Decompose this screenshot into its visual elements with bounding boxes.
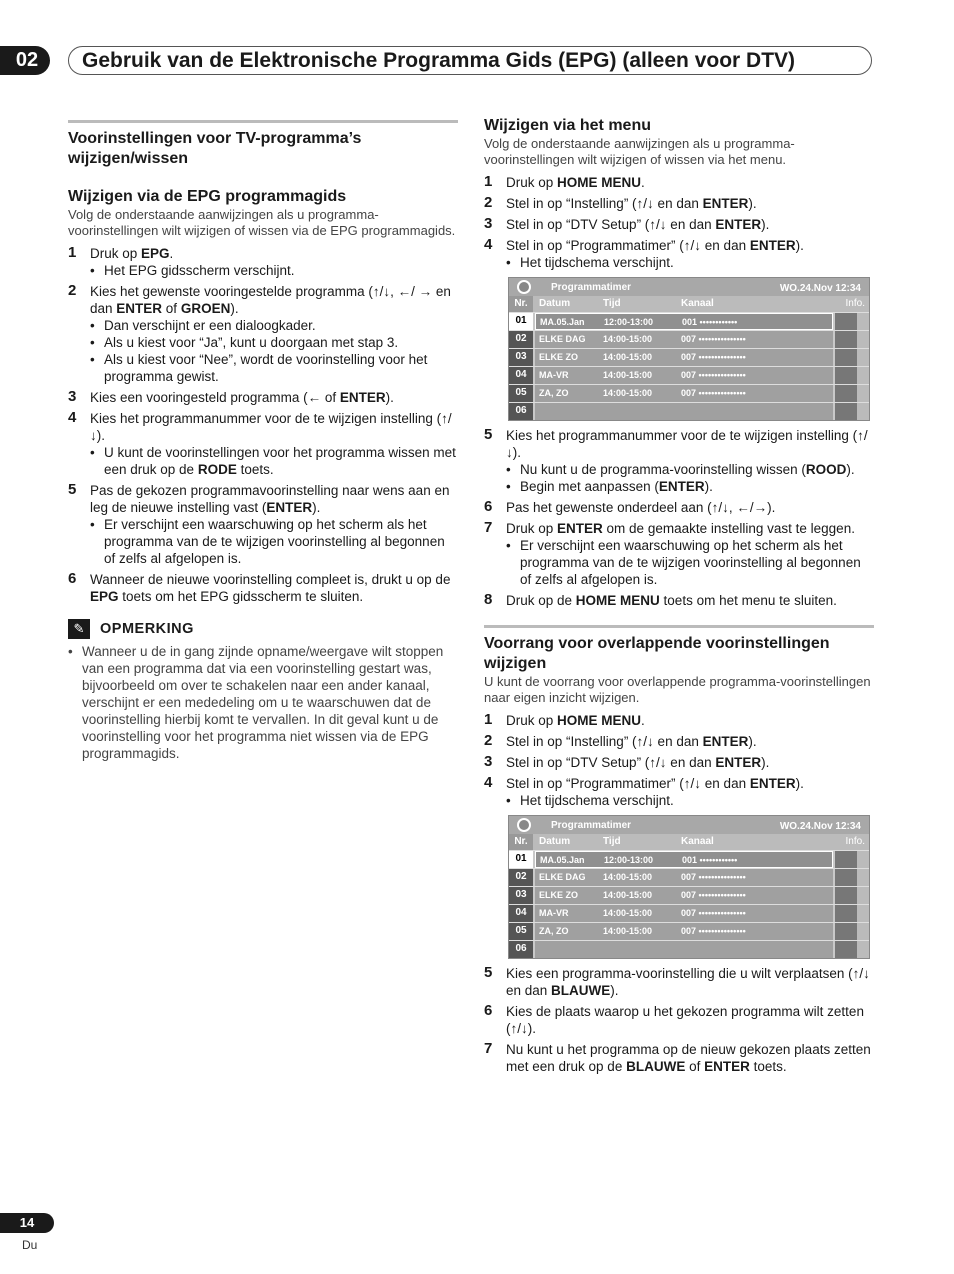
step-text: Kies het programmanummer voor de te wijzigen instelling (↑/↓). — [506, 428, 868, 460]
steps-menu-b — [484, 427, 874, 609]
row-info — [835, 923, 857, 940]
step-text: Stel in op “DTV Setup” (↑/↓ en dan ENTER). — [506, 217, 770, 232]
page-header — [0, 46, 954, 76]
step-bullet: • U kunt de voorinstellingen voor het programma wissen met een druk op de RODE toets. — [90, 444, 458, 478]
row-datum: MA-VR — [539, 908, 569, 918]
row-nr: 06 — [509, 403, 533, 420]
timer-row[interactable] — [509, 312, 869, 330]
language-code: Du — [22, 1238, 38, 1252]
row-tijd: 14:00-15:00 — [603, 890, 653, 900]
step-item — [68, 389, 458, 406]
step-item — [484, 427, 874, 495]
row-kanaal — [681, 403, 833, 420]
row-tijd: 12:00-13:00 — [604, 855, 654, 865]
row-datum: MA.05.Jan — [540, 317, 585, 327]
row-tijd: 14:00-15:00 — [603, 872, 653, 882]
header-datum: Datum — [539, 298, 571, 309]
step-text: Druk op HOME MENU. — [506, 713, 645, 728]
section-rule — [68, 120, 458, 123]
row-info — [835, 313, 857, 330]
timer-titlebar — [509, 816, 869, 834]
row-end — [857, 403, 869, 420]
step-item — [484, 754, 874, 771]
row-end — [857, 349, 869, 366]
row-info — [835, 403, 857, 420]
step-text: Nu kunt u het programma op de nieuw gekozen plaats zetten met een druk op de BLAUWE of ENTER toets. — [506, 1042, 871, 1074]
row-tijd: 14:00-15:00 — [603, 370, 653, 380]
programmatimer-screen — [508, 277, 870, 421]
step-item — [484, 965, 874, 999]
intro-text: Volg de onderstaande aanwijzingen als u programma-voorinstellingen wilt wijzigen of wissen via de EPG programmagids. — [68, 207, 456, 238]
row-nr: 01 — [509, 851, 533, 868]
step-text: Kies een programma-voorinstelling die u wilt verplaatsen (↑/↓ en dan BLAUWE). — [506, 966, 870, 998]
step-number: 3 — [68, 388, 77, 405]
step-number: 5 — [484, 426, 493, 443]
row-nr: 01 — [509, 313, 533, 330]
row-kanaal: 001 •••••••••••• — [682, 855, 738, 865]
note-header — [68, 619, 458, 639]
row-nr: 06 — [509, 941, 533, 958]
step-number: 4 — [68, 409, 77, 426]
step-text: Stel in op “Programmatimer” (↑/↓ en dan ENTER). — [506, 238, 804, 253]
row-info — [835, 385, 857, 402]
header-nr: Nr. — [509, 296, 533, 312]
step-text: Druk op EPG. — [90, 246, 174, 261]
timer-date: WO.24.Nov 12:34 — [779, 821, 861, 832]
row-end — [857, 887, 869, 904]
step-number: 3 — [484, 753, 493, 770]
step-text: Stel in op “DTV Setup” (↑/↓ en dan ENTER). — [506, 755, 770, 770]
row-datum: ELKE DAG — [539, 334, 586, 344]
step-number: 6 — [68, 570, 77, 587]
timer-row[interactable] — [509, 904, 869, 922]
section-rule — [484, 625, 874, 628]
row-datum: MA.05.Jan — [540, 855, 585, 865]
row-tijd — [603, 941, 681, 958]
note-text: • Wanneer u de in gang zijnde opname/weergave wilt stoppen van een programma dat via een voorinstelling gestart was, bijvoorbeeld om over te schakelen naar een ander kanaal, verschijnt er een mededeling om u te waarschuwen dat de voorinstelling hierbij komt te vervallen. In dit geval kunt u de voorinstelling voor het programma niet wissen via de EPG programmagids. — [68, 643, 458, 762]
step-item — [68, 245, 458, 279]
subsection-title-epg: Wijzigen via de EPG programmagids — [68, 188, 347, 205]
pencil-icon: ✎ — [68, 619, 90, 639]
row-kanaal: 007 ••••••••••••••• — [681, 370, 746, 380]
step-number: 4 — [484, 774, 493, 791]
intro-text: U kunt de voorrang voor overlappende programma-voorinstellingen naar eigen inzicht wijzigen. — [484, 674, 871, 705]
row-info — [835, 367, 857, 384]
row-nr: 04 — [509, 367, 533, 384]
step-text: Pas het gewenste onderdeel aan (↑/↓, ←/→). — [506, 500, 776, 515]
row-kanaal: 007 ••••••••••••••• — [681, 334, 746, 344]
step-item — [484, 775, 874, 809]
step-text: Kies het gewenste vooringestelde programma (↑/↓, ←/ → en dan ENTER of GROEN). — [90, 284, 451, 316]
step-text: Stel in op “Instelling” (↑/↓ en dan ENTER). — [506, 196, 757, 211]
row-nr: 03 — [509, 887, 533, 904]
timer-row[interactable] — [509, 366, 869, 384]
row-info — [835, 869, 857, 886]
step-number: 6 — [484, 498, 493, 515]
row-kanaal: 007 ••••••••••••••• — [681, 352, 746, 362]
row-end — [857, 367, 869, 384]
step-item — [484, 520, 874, 588]
row-end — [857, 941, 869, 958]
step-bullet: • Als u kiest voor “Ja”, kunt u doorgaan met stap 3. — [90, 334, 458, 351]
row-end — [857, 313, 869, 330]
step-number: 2 — [68, 282, 77, 299]
timer-date: WO.24.Nov 12:34 — [779, 283, 861, 294]
step-item — [68, 571, 458, 605]
timer-row[interactable] — [509, 940, 869, 958]
steps-priority-b — [484, 965, 874, 1075]
note-title: OPMERKING — [100, 620, 194, 637]
row-tijd: 14:00-15:00 — [603, 352, 653, 362]
step-bullet: • Dan verschijnt er een dialoogkader. — [90, 317, 458, 334]
row-kanaal: 007 ••••••••••••••• — [681, 890, 746, 900]
row-nr: 05 — [509, 385, 533, 402]
step-text: Stel in op “Instelling” (↑/↓ en dan ENTER). — [506, 734, 757, 749]
step-number: 2 — [484, 194, 493, 211]
step-text: Stel in op “Programmatimer” (↑/↓ en dan ENTER). — [506, 776, 804, 791]
timer-row[interactable] — [509, 402, 869, 420]
step-number: 8 — [484, 591, 493, 608]
timer-row[interactable] — [509, 850, 869, 868]
step-item — [68, 283, 458, 385]
step-text: Druk op HOME MENU. — [506, 175, 645, 190]
row-datum — [535, 941, 603, 958]
step-bullet: • Er verschijnt een waarschuwing op het scherm als het programma van de te wijzigen voorinstelling al begonnen of zelfs al afgelopen is. — [506, 537, 874, 588]
timer-titlebar — [509, 278, 869, 296]
header-kanaal: Kanaal — [681, 298, 714, 309]
row-info — [835, 851, 857, 868]
step-text: Druk op ENTER om de gemaakte instelling vast te leggen. — [506, 521, 855, 536]
row-nr: 02 — [509, 331, 533, 348]
step-number: 1 — [484, 711, 493, 728]
steps-priority-a — [484, 712, 874, 809]
intro-text: Volg de onderstaande aanwijzingen als u programma-voorinstellingen wilt wijzigen of wissen via het menu. — [484, 136, 795, 167]
step-item — [484, 216, 874, 233]
header-nr: Nr. — [509, 834, 533, 850]
row-info — [835, 349, 857, 366]
row-datum — [535, 403, 603, 420]
step-text: Pas de gekozen programmavoorinstelling naar wens aan en leg de nieuwe instelling vast (ENTER). — [90, 483, 450, 515]
row-tijd: 14:00-15:00 — [603, 926, 653, 936]
right-column — [484, 116, 874, 1079]
step-text: Wanneer de nieuwe voorinstelling compleet is, drukt u op de EPG toets om het EPG gidsscherm te sluiten. — [90, 572, 451, 604]
timer-header-row — [509, 296, 869, 312]
step-bullet: • Het tijdschema verschijnt. — [506, 254, 874, 271]
row-datum: ZA, ZO — [539, 926, 569, 936]
row-kanaal: 007 ••••••••••••••• — [681, 908, 746, 918]
header-kanaal: Kanaal — [681, 836, 714, 847]
row-nr: 05 — [509, 923, 533, 940]
step-bullet: • Begin met aanpassen (ENTER). — [506, 478, 874, 495]
step-number: 3 — [484, 215, 493, 232]
step-number: 1 — [68, 244, 77, 261]
timer-row[interactable] — [509, 330, 869, 348]
header-info: Info. — [829, 296, 869, 312]
row-tijd: 12:00-13:00 — [604, 317, 654, 327]
clock-icon — [517, 818, 531, 832]
step-bullet: • Er verschijnt een waarschuwing op het scherm als het programma van de te wijzigen voorinstelling al begonnen of zelfs al afgelopen is. — [90, 516, 458, 567]
row-end — [857, 905, 869, 922]
row-kanaal — [681, 941, 833, 958]
row-end — [857, 923, 869, 940]
timer-row[interactable] — [509, 886, 869, 904]
steps-epg — [68, 245, 458, 605]
step-number: 2 — [484, 732, 493, 749]
steps-menu-a — [484, 174, 874, 271]
step-number: 6 — [484, 1002, 493, 1019]
step-text: Kies een vooringesteld programma (← of ENTER). — [90, 390, 394, 405]
row-datum: ZA, ZO — [539, 388, 569, 398]
row-info — [835, 331, 857, 348]
row-tijd: 14:00-15:00 — [603, 388, 653, 398]
row-datum: ELKE ZO — [539, 352, 579, 362]
step-item — [484, 712, 874, 729]
step-item — [484, 499, 874, 516]
step-number: 4 — [484, 236, 493, 253]
step-item — [484, 733, 874, 750]
step-bullet: • Het tijdschema verschijnt. — [506, 792, 874, 809]
row-end — [857, 385, 869, 402]
timer-row[interactable] — [509, 384, 869, 402]
row-info — [835, 905, 857, 922]
step-text: Kies de plaats waarop u het gekozen programma wilt zetten (↑/↓). — [506, 1004, 864, 1036]
header-tijd: Tijd — [603, 836, 621, 847]
chapter-badge: 02 — [0, 46, 50, 75]
timer-header-row — [509, 834, 869, 850]
header-datum: Datum — [539, 836, 571, 847]
step-number: 7 — [484, 519, 493, 536]
step-number: 1 — [484, 173, 493, 190]
row-kanaal: 001 •••••••••••• — [682, 317, 738, 327]
step-item — [484, 237, 874, 271]
header-info: Info. — [829, 834, 869, 850]
step-bullet: • Nu kunt u de programma-voorinstelling wissen (ROOD). — [506, 461, 874, 478]
section-title-priority: Voorrang voor overlappende voorinstellingen wijzigen — [484, 635, 830, 672]
row-end — [857, 331, 869, 348]
step-item — [68, 410, 458, 478]
page-number: 14 — [0, 1213, 54, 1233]
timer-row[interactable] — [509, 922, 869, 940]
row-datum: ELKE ZO — [539, 890, 579, 900]
row-kanaal: 007 ••••••••••••••• — [681, 872, 746, 882]
row-datum: MA-VR — [539, 370, 569, 380]
step-item — [484, 1003, 874, 1037]
row-tijd: 14:00-15:00 — [603, 908, 653, 918]
row-tijd — [603, 403, 681, 420]
step-bullet: • Als u kiest voor “Nee”, wordt de voorinstelling voor het programma gewist. — [90, 351, 458, 385]
row-end — [857, 851, 869, 868]
row-nr: 03 — [509, 349, 533, 366]
step-item — [484, 1041, 874, 1075]
step-number: 7 — [484, 1040, 493, 1057]
timer-row[interactable] — [509, 868, 869, 886]
step-number: 5 — [68, 481, 77, 498]
row-kanaal: 007 ••••••••••••••• — [681, 388, 746, 398]
row-nr: 04 — [509, 905, 533, 922]
section-title: Voorinstellingen voor TV-programma’s wijzigen/wissen — [68, 130, 362, 167]
step-number: 5 — [484, 964, 493, 981]
subsection-title-menu: Wijzigen via het menu — [484, 117, 651, 134]
step-item — [484, 195, 874, 212]
row-nr: 02 — [509, 869, 533, 886]
step-text: Kies het programmanummer voor de te wijzigen instelling (↑/↓). — [90, 411, 452, 443]
clock-icon — [517, 280, 531, 294]
step-text: Druk op de HOME MENU toets om het menu te sluiten. — [506, 593, 837, 608]
row-end — [857, 869, 869, 886]
page-title: Gebruik van de Elektronische Programma Gids (EPG) (alleen voor DTV) — [82, 49, 796, 72]
step-item — [484, 592, 874, 609]
programmatimer-screen — [508, 815, 870, 959]
row-datum: ELKE DAG — [539, 872, 586, 882]
step-item — [68, 482, 458, 567]
step-item — [484, 174, 874, 191]
timer-title: Programmatimer — [551, 281, 632, 293]
timer-row[interactable] — [509, 348, 869, 366]
step-bullet: • Het EPG gidsscherm verschijnt. — [90, 262, 458, 279]
row-tijd: 14:00-15:00 — [603, 334, 653, 344]
left-column — [68, 120, 458, 762]
header-tijd: Tijd — [603, 298, 621, 309]
row-kanaal: 007 ••••••••••••••• — [681, 926, 746, 936]
row-info — [835, 941, 857, 958]
timer-title: Programmatimer — [551, 819, 632, 831]
row-info — [835, 887, 857, 904]
